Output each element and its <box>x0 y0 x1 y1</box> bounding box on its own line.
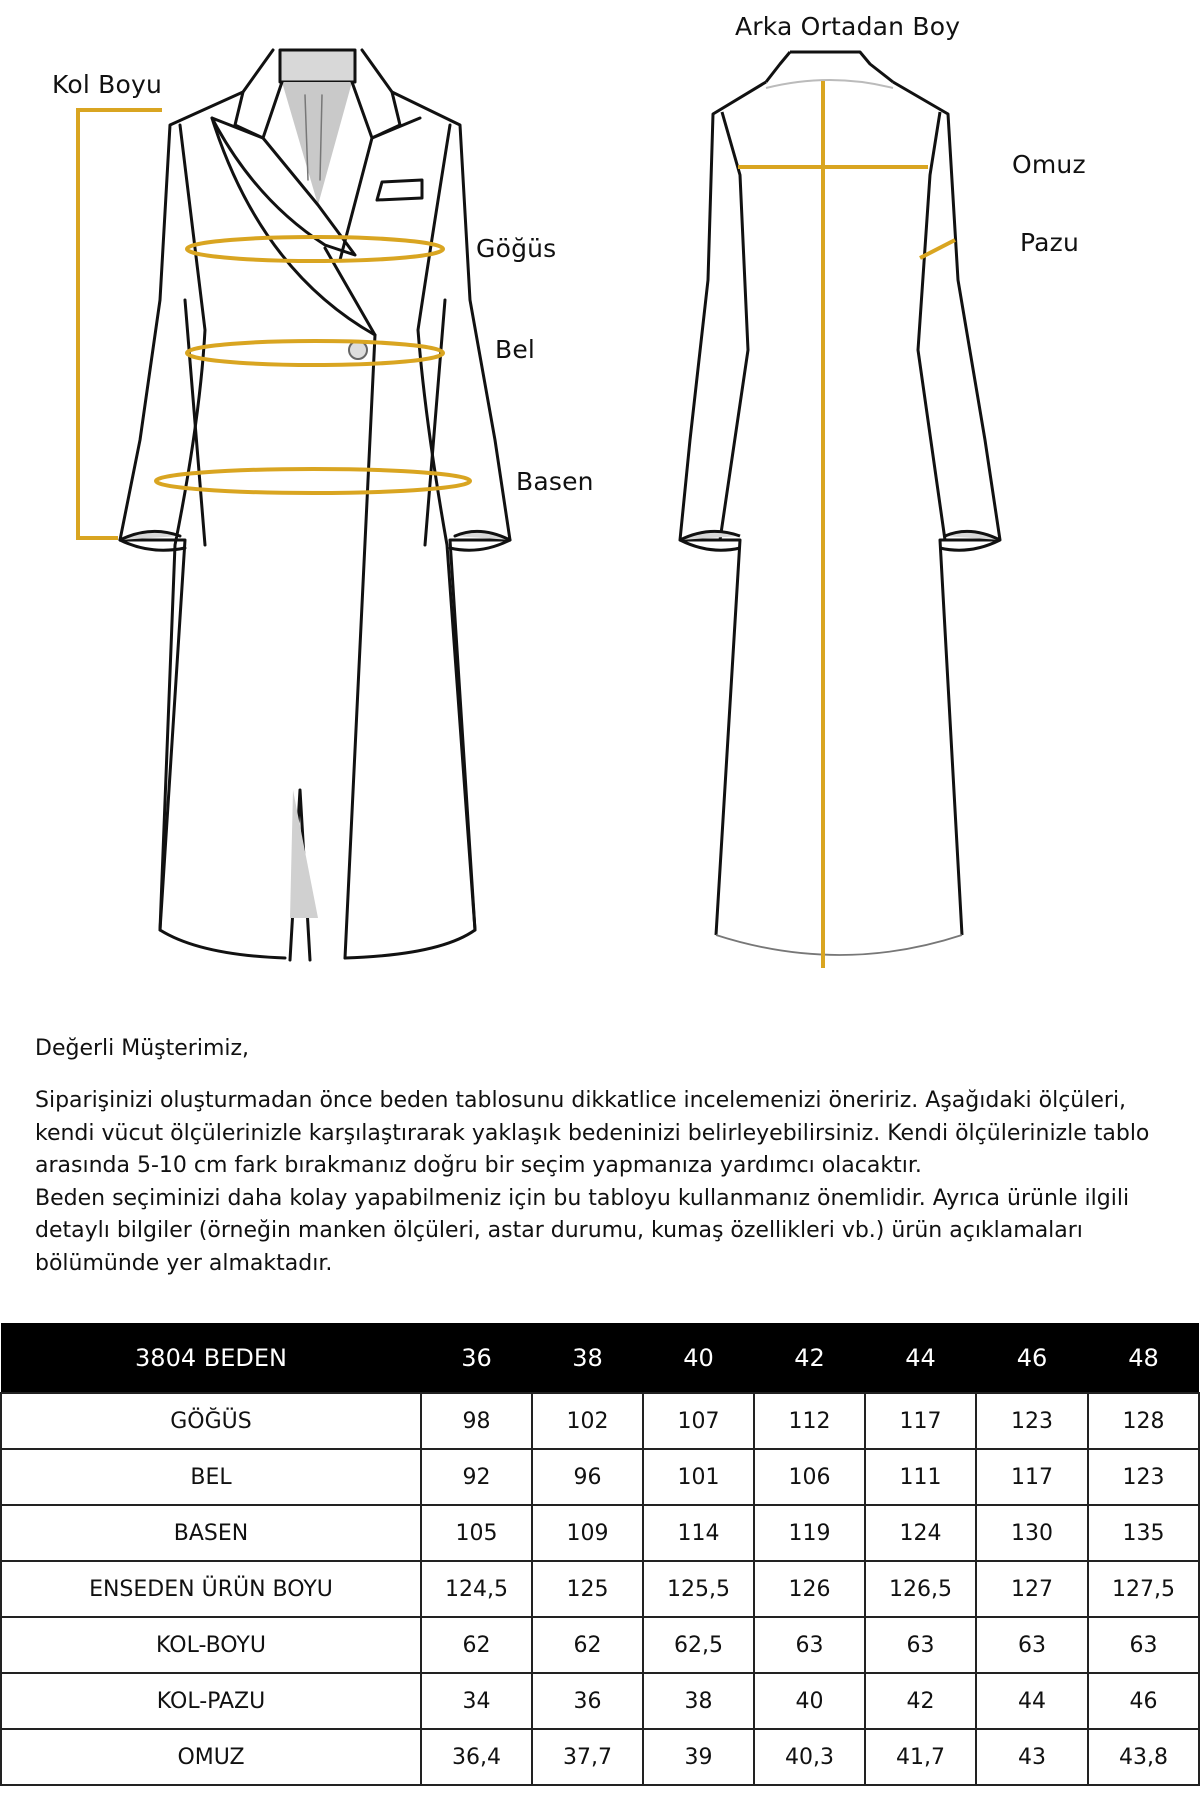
notice-greeting: Değerli Müşterimiz, <box>35 1036 250 1061</box>
cell: 123 <box>976 1393 1088 1449</box>
header-size: 36 <box>421 1323 532 1393</box>
cell: 107 <box>643 1393 754 1449</box>
cell: 127 <box>976 1561 1088 1617</box>
cell: 96 <box>532 1449 643 1505</box>
cell: 63 <box>1088 1617 1199 1673</box>
table-row <box>1 1505 1199 1561</box>
cell: 41,7 <box>865 1729 976 1785</box>
cell: 123 <box>1088 1449 1199 1505</box>
notice-body <box>35 1085 1185 1280</box>
row-label: BEL <box>1 1449 421 1505</box>
label-arka-ortadan-boy: Arka Ortadan Boy <box>735 12 961 41</box>
notice-paragraph-2: Beden seçiminizi daha kolay yapabilmeniz için bu tabloyu kullanmanız önemlidir. Ayrıca ürünle ilgili detaylı bilgiler (örneğin manken ölçüleri, astar durumu, kumaş özellikleri vb.) ürün açıklamaları bölümünde yer almaktadır. <box>35 1185 1130 1276</box>
cell: 44 <box>976 1673 1088 1729</box>
label-omuz: Omuz <box>1012 150 1086 179</box>
cell: 130 <box>976 1505 1088 1561</box>
cell: 127,5 <box>1088 1561 1199 1617</box>
cell: 62,5 <box>643 1617 754 1673</box>
size-table <box>0 1323 1200 1786</box>
cell: 98 <box>421 1393 532 1449</box>
cell: 135 <box>1088 1505 1199 1561</box>
cell: 42 <box>865 1673 976 1729</box>
header-size: 46 <box>976 1323 1088 1393</box>
cell: 38 <box>643 1673 754 1729</box>
cell: 119 <box>754 1505 865 1561</box>
header-size: 40 <box>643 1323 754 1393</box>
table-row <box>1 1561 1199 1617</box>
header-size: 44 <box>865 1323 976 1393</box>
cell: 43 <box>976 1729 1088 1785</box>
cell: 111 <box>865 1449 976 1505</box>
label-basen: Basen <box>516 467 594 496</box>
label-pazu: Pazu <box>1020 228 1080 257</box>
header-size: 42 <box>754 1323 865 1393</box>
label-bel: Bel <box>495 335 536 364</box>
front-measure-rings <box>78 110 470 538</box>
cell: 43,8 <box>1088 1729 1199 1785</box>
back-coat-drawing <box>680 52 1000 955</box>
header-size: 38 <box>532 1323 643 1393</box>
cell: 63 <box>865 1617 976 1673</box>
row-label: OMUZ <box>1 1729 421 1785</box>
cell: 39 <box>643 1729 754 1785</box>
cell: 117 <box>976 1449 1088 1505</box>
cell: 34 <box>421 1673 532 1729</box>
cell: 62 <box>421 1617 532 1673</box>
cell: 117 <box>865 1393 976 1449</box>
table-row <box>1 1617 1199 1673</box>
cell: 36,4 <box>421 1729 532 1785</box>
cell: 109 <box>532 1505 643 1561</box>
table-row <box>1 1449 1199 1505</box>
cell: 124,5 <box>421 1561 532 1617</box>
cell: 126,5 <box>865 1561 976 1617</box>
cell: 63 <box>976 1617 1088 1673</box>
table-header-row <box>1 1323 1199 1393</box>
cell: 105 <box>421 1505 532 1561</box>
cell: 101 <box>643 1449 754 1505</box>
cell: 112 <box>754 1393 865 1449</box>
row-label: BASEN <box>1 1505 421 1561</box>
label-gogus: Göğüs <box>476 234 557 263</box>
cell: 128 <box>1088 1393 1199 1449</box>
row-label: GÖĞÜS <box>1 1393 421 1449</box>
front-coat-drawing <box>120 50 510 960</box>
cell: 102 <box>532 1393 643 1449</box>
header-model-size: 3804 BEDEN <box>1 1323 421 1393</box>
row-label: KOL-PAZU <box>1 1673 421 1729</box>
table-row <box>1 1673 1199 1729</box>
cell: 125,5 <box>643 1561 754 1617</box>
cell: 40 <box>754 1673 865 1729</box>
header-size: 48 <box>1088 1323 1199 1393</box>
cell: 124 <box>865 1505 976 1561</box>
cell: 114 <box>643 1505 754 1561</box>
cell: 63 <box>754 1617 865 1673</box>
table-row <box>1 1393 1199 1449</box>
row-label: ENSEDEN ÜRÜN BOYU <box>1 1561 421 1617</box>
notice-paragraph-1: Siparişinizi oluşturmadan önce beden tablosunu dikkatlice incelemenizi öneririz. Aşağıdaki ölçüleri, kendi vücut ölçülerinizle karşılaştırarak yaklaşık bedeninizi belirleyebilirsiniz. Kendi ölçülerinizle tablo arasında 5-10 cm fark bırakmanız doğru bir seçim yapmanıza yardımcı olacaktır. <box>35 1088 1150 1178</box>
label-kol-boyu: Kol Boyu <box>52 70 163 99</box>
cell: 62 <box>532 1617 643 1673</box>
back-measure-lines <box>738 81 955 968</box>
cell: 37,7 <box>532 1729 643 1785</box>
cell: 40,3 <box>754 1729 865 1785</box>
cell: 46 <box>1088 1673 1199 1729</box>
cell: 125 <box>532 1561 643 1617</box>
cell: 126 <box>754 1561 865 1617</box>
cell: 36 <box>532 1673 643 1729</box>
row-label: KOL-BOYU <box>1 1617 421 1673</box>
table-row <box>1 1729 1199 1785</box>
cell: 92 <box>421 1449 532 1505</box>
cell: 106 <box>754 1449 865 1505</box>
